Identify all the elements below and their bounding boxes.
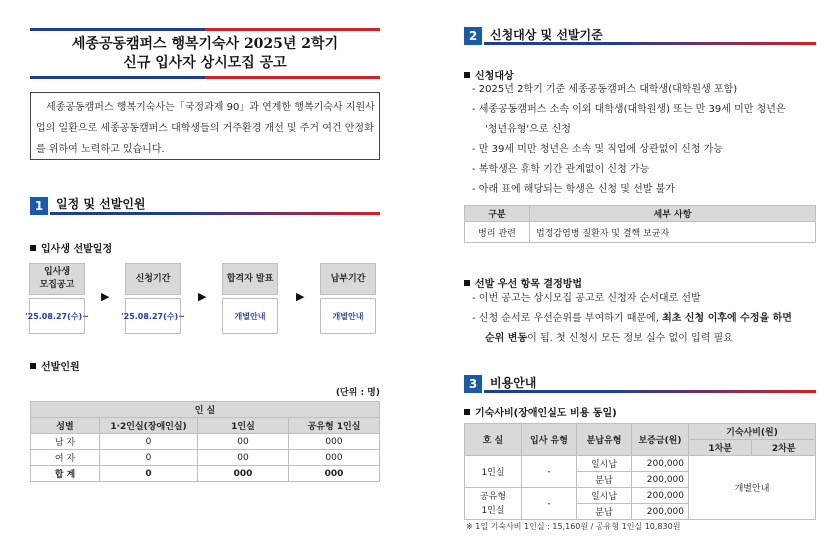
fee-col-header: 분납유형 [577,424,632,456]
table-cell: 200,000 [632,504,689,520]
table-cell: 법정감염병 질환자 및 결핵 보균자 [530,222,816,243]
intro-text: 세종공동캠퍼스 행복기숙사는「국정과제 90」과 연계한 행복기숙사 지원사업의 일환으로 세종공동캠퍼스 대학생들의 거주환경 개선 및 주거 여건 안정화를 위하여 노력하고 있습니다. [36,102,375,155]
step3-label: 합격자 발표 [222,263,278,295]
table-cell: 0 [100,434,198,450]
table-cell: 0 [100,466,198,482]
table-row [465,456,816,472]
fee-col-header: 기숙사비(원) [689,424,816,440]
section1-number: 1 [30,197,48,215]
quota-table [30,401,380,482]
section3-number: 3 [464,375,482,393]
table-cell: 000 [289,450,380,466]
table-cell: 분납 [577,472,632,488]
table-cell: 개별안내 [689,456,816,520]
section3-rule [484,390,816,393]
priority-item [485,329,733,349]
target-item: - 세종공동캠퍼스 소속 이외 대학생(대학원생) 또는 만 39세 미만 청년은 [472,104,786,115]
table-cell: 1인실 [465,456,522,488]
priority-heading: 선발 우선 항목 결정방법 [464,275,582,290]
table-cell: 합 계 [31,466,100,482]
table-row [31,450,380,466]
arrow-icon: ▶ [101,290,110,303]
table-cell: 일시납 [577,456,632,472]
table-cell: 00 [198,450,289,466]
priority-text: - 신청 순서로 우선순위를 부여하기 때문에, [472,313,663,324]
quota-group-header: 인 실 [31,402,380,418]
table-cell: 000 [289,434,380,450]
priority-emphasis: 최초 신청 이후에 수정을 하면 [662,313,792,324]
section2-title: 신청대상 및 선발기준 [490,28,603,42]
step2-value: '25.08.27(수)~ [125,298,181,334]
table-row-total [31,466,380,482]
fee-col-header: 입사 유형 [522,424,577,456]
step3-value: 개별안내 [222,298,278,334]
fee-subheader: 1차분 [689,440,752,456]
priority-item [472,309,792,329]
table-cell: 000 [198,466,289,482]
page-title-line1: 세종공동캠퍼스 행복기숙사 2025년 2학기 [71,36,339,52]
priority-text: 이 됨. 첫 신청시 모든 정보 실수 없이 입력 필요 [527,333,733,344]
exclude-col-header: 세부 사항 [530,206,816,222]
schedule-heading: 입사생 선발일정 [30,240,112,255]
table-cell: 일시납 [577,488,632,504]
step4-label: 납부기간 [320,263,376,295]
exclude-table [464,205,816,243]
quota-heading: 선발인원 [30,358,80,373]
target-item: - 아래 표에 해당되는 학생은 신청 및 선발 불가 [472,184,675,195]
target-item: '청년유형'으로 신청 [485,124,571,135]
section1-rule [50,212,380,215]
step1-value: '25.08.27(수)~ [29,298,85,334]
quota-col-header: 성별 [31,418,100,434]
title-bottom-rule [30,76,380,79]
room-label: 1인실 [481,505,505,516]
section1-title: 일정 및 선발인원 [56,197,146,211]
fee-col-header: 호 실 [465,424,522,456]
target-item: - 만 39세 미만 청년은 소속 및 직업에 상관없이 신청 가능 [472,144,723,155]
target-item: - 2025년 2학기 기준 세종공동캠퍼스 대학생(대학원생 포함) [472,84,738,95]
table-cell: - [522,456,577,488]
table-cell: 남 자 [31,434,100,450]
fee-table [464,423,816,520]
table-cell: 분납 [577,504,632,520]
table-cell: 200,000 [632,472,689,488]
arrow-icon: ▶ [198,290,207,303]
table-cell: - [522,488,577,520]
priority-item: - 이번 공고는 상시모집 공고로 신청자 순서대로 선발 [472,293,701,304]
fee-heading: 기숙사비(장애인실도 비용 동일) [464,404,617,419]
table-cell: 200,000 [632,488,689,504]
table-cell: 여 자 [31,450,100,466]
fee-footnote: ※ 1일 기숙사비 1인실 : 15,160원 / 공유형 1인실 10,830원 [466,522,681,531]
step4-value: 개별안내 [320,298,376,334]
table-row [31,434,380,450]
target-item: - 복학생은 휴학 기간 관계없이 신청 가능 [472,164,650,175]
target-heading: 신청대상 [464,67,514,82]
table-cell: 000 [289,466,380,482]
table-cell [465,488,522,520]
priority-emphasis: 순위 변동 [485,333,528,344]
room-label: 공유형 [479,491,507,502]
title-top-rule [30,28,380,31]
step1-label: 입사생 모집공고 [29,263,85,295]
section2-number: 2 [464,27,482,45]
table-cell: 0 [100,450,198,466]
table-cell: 병리 관련 [465,222,530,243]
arrow-icon: ▶ [296,290,305,303]
exclude-col-header: 구분 [465,206,530,222]
section2-rule [484,42,816,45]
quota-col-header: 공유형 1인실 [289,418,380,434]
fee-subheader: 2차분 [752,440,816,456]
table-cell: 200,000 [632,456,689,472]
table-row [465,222,816,243]
unit-label: (단위 : 명) [335,388,380,398]
step2-label: 신청기간 [125,263,181,295]
table-cell: 00 [198,434,289,450]
quota-col-header: 1인실 [198,418,289,434]
page-title-line2: 신규 입사자 상시모집 공고 [123,55,287,71]
fee-col-header: 보증금(원) [632,424,689,456]
section3-title: 비용안내 [490,376,537,390]
quota-col-header: 1·2인실(장애인실) [100,418,198,434]
